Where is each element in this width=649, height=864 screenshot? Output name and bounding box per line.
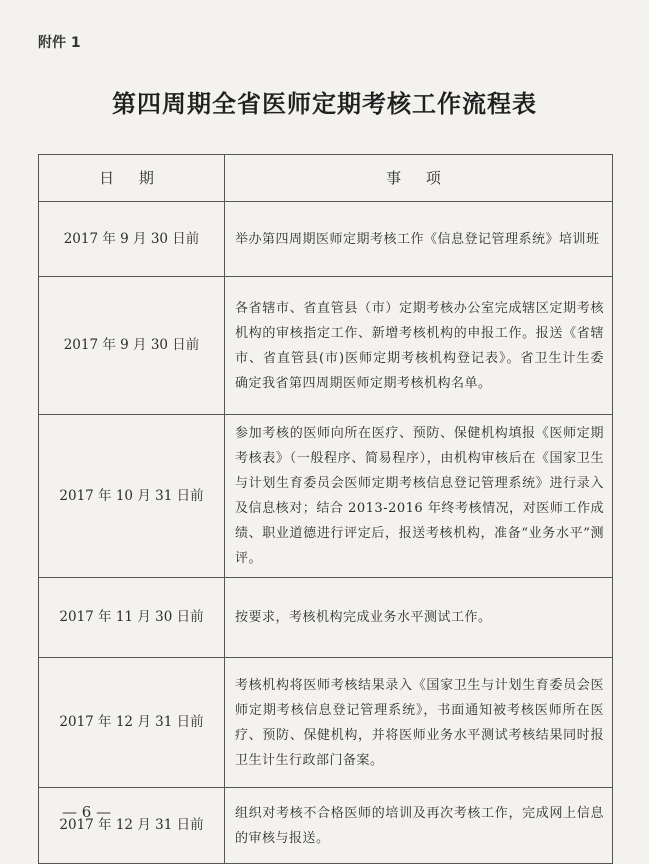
- header-date: 日 期: [39, 155, 225, 202]
- row-matter: 参加考核的医师向所在医疗、预防、保健机构填报《医师定期考核表》（一般程序、简易程序），由机构审核后在《国家卫生与计划生育委员会医师定期考核信息登记管理系统》进行录入及信息核对；结合 2013-2016 年终考核情况，对医师工作成绩、职业道德进行评定后，报送考核机构，准备“业务水平”测评。: [225, 415, 613, 578]
- row-matter: 组织对考核不合格医师的培训及再次考核工作，完成网上信息的审核与报送。: [225, 788, 613, 864]
- page-title: 第四周期全省医师定期考核工作流程表: [112, 89, 537, 118]
- row-date: 2017 年 12 月 31 日前: [39, 658, 225, 788]
- row-matter: 各省辖市、省直管县（市）定期考核办公室完成辖区定期考核机构的审核指定工作、新增考核机构的申报工作。报送《省辖市、省直管县(市)医师定期考核机构登记表》。省卫生计生委确定我省第四周期医师定期考核机构名单。: [225, 277, 613, 415]
- row-date: 2017 年 11 月 30 日前: [39, 578, 225, 658]
- table-row: [39, 578, 613, 658]
- row-matter: 举办第四周期医师定期考核工作《信息登记管理系统》培训班: [225, 202, 613, 277]
- row-date: 2017 年 9 月 30 日前: [39, 277, 225, 415]
- table-header-row: [39, 155, 613, 202]
- row-matter: 按要求，考核机构完成业务水平测试工作。: [225, 578, 613, 658]
- table-row: [39, 788, 613, 864]
- workflow-table: [38, 154, 613, 864]
- table-row: [39, 277, 613, 415]
- table-row: [39, 658, 613, 788]
- header-matter: 事 项: [225, 155, 613, 202]
- row-date: 2017 年 9 月 30 日前: [39, 202, 225, 277]
- row-date: 2017 年 12 月 31 日前: [39, 788, 225, 864]
- table-row: [39, 202, 613, 277]
- table-row: [39, 415, 613, 578]
- row-matter: 考核机构将医师考核结果录入《国家卫生与计划生育委员会医师定期考核信息登记管理系统》，书面通知被考核医师所在医疗、预防、保健机构，并将医师业务水平测试考核结果同时报卫生计生行政部门备案。: [225, 658, 613, 788]
- page-number: — 6 —: [62, 803, 112, 821]
- attachment-label: 附件 1: [38, 35, 81, 51]
- row-date: 2017 年 10 月 31 日前: [39, 415, 225, 578]
